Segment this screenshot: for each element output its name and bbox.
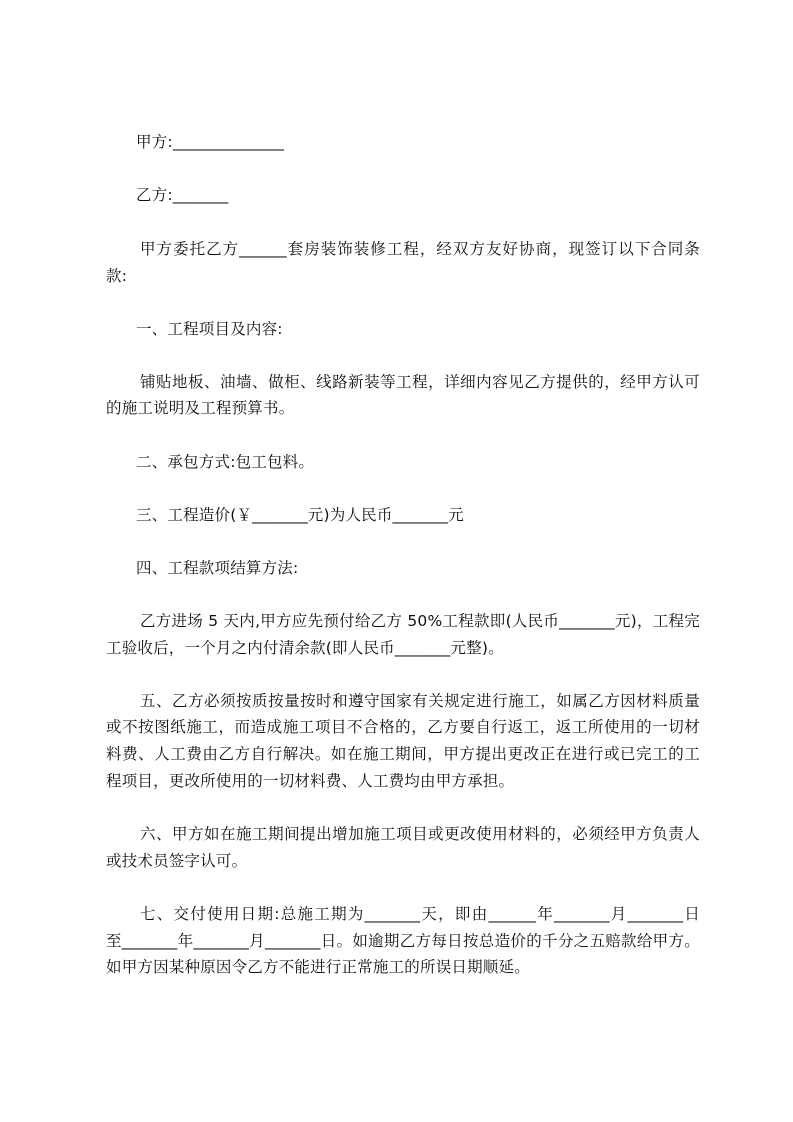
section-5-line-4: 程项目，更改所使用的一切材料费、人工费均由甲方承担。 <box>106 772 515 790</box>
section-5-line-3: 料费、人工费由乙方自行解决。如在施工期间，甲方提出更改正在进行或已完工的工 <box>106 745 700 763</box>
section-3-heading: 三、工程造价(￥_______元)为人民币_______元 <box>136 506 464 524</box>
section-1-heading: 一、工程项目及内容: <box>136 320 283 338</box>
section-1-line-2: 的施工说明及工程预算书。 <box>106 399 295 417</box>
intro-line-2: 款: <box>106 267 128 285</box>
section-1-line-1: 铺贴地板、油墙、做柜、线路新装等工程，详细内容见乙方提供的，经甲方认可 <box>140 373 700 391</box>
section-7-line-2: 至_______年_______月_______日。如逾期乙方每日按总造价的千分之五赔款给甲方。 <box>106 932 700 950</box>
section-6-line-1: 六、甲方如在施工期间提出增加施工项目或更改使用材料的，必须经甲方负责人 <box>140 825 700 843</box>
intro-line-1: 甲方委托乙方______套房装饰装修工程，经双方友好协商，现签订以下合同条 <box>140 240 700 258</box>
party-a-line: 甲方:______________ <box>136 133 285 151</box>
section-7-line-1: 七、交付使用日期:总施工期为_______天，即由______年_______月_______日 <box>140 905 700 923</box>
section-6-line-2: 或技术员签字认可。 <box>106 852 248 870</box>
section-5-line-2: 或不按图纸施工，而造成施工项目不合格的，乙方要自行返工，返工所使用的一切材 <box>106 718 700 736</box>
section-5-line-1: 五、乙方必须按质按量按时和遵守国家有关规定进行施工，如属乙方因材料质量 <box>140 692 700 710</box>
section-4-line-2: 工验收后，一个月之内付清余款(即人民币_______元整)。 <box>106 639 504 657</box>
party-b-line: 乙方:_______ <box>136 186 229 204</box>
section-2-heading: 二、承包方式:包工包料。 <box>136 453 315 471</box>
section-7-line-3: 如甲方因某种原因令乙方不能进行正常施工的所误日期顺延。 <box>106 958 530 976</box>
section-4-line-1: 乙方进场 5 天内,甲方应先预付给乙方 50%工程款即(人民币_______元)，工程完 <box>140 612 700 630</box>
section-4-heading: 四、工程款项结算方法: <box>136 559 299 577</box>
